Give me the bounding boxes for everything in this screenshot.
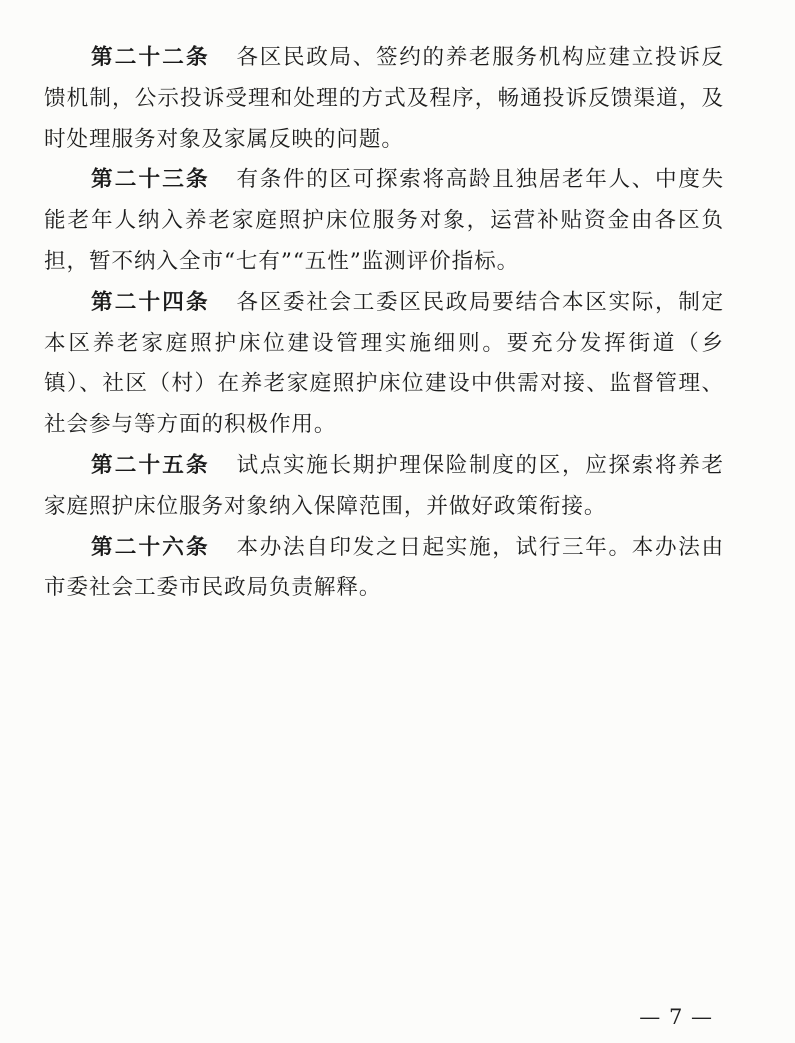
article-25 — [44, 446, 724, 528]
article-text: 本办法自印发之日起实施，试行三年。本办法由市委社会工委市民政局负责解释。 — [44, 534, 724, 601]
article-heading: 第二十四条 — [91, 289, 210, 315]
article-heading: 第二十二条 — [91, 45, 210, 70]
article-text: 有条件的区可探索将高龄且独居老年人、中度失能老年人纳入养老家庭照护床位服务对象，运营补贴资金由各区负担，暂不纳入全市“七有”“五性”监测评价指标。 — [44, 167, 724, 274]
article-heading: 第二十三条 — [91, 167, 210, 193]
article-22 — [44, 38, 724, 160]
article-heading: 第二十六条 — [91, 534, 210, 560]
article-heading: 第二十五条 — [91, 452, 210, 478]
article-text: 各区委社会工委区民政局要结合本区实际，制定本区养老家庭照护床位建设管理实施细则。要充分发挥街道（乡镇）、社区（村）在养老家庭照护床位建设中供需对接、监督管理、社会参与等方面的积极作用。 — [44, 289, 724, 438]
article-24 — [44, 283, 724, 446]
document-body — [44, 38, 724, 609]
article-23 — [44, 160, 724, 282]
article-26 — [44, 528, 724, 610]
article-text: 各区民政局、签约的养老服务机构应建立投诉反馈机制，公示投诉受理和处理的方式及程序，畅通投诉反馈渠道，及时处理服务对象及家属反映的问题。 — [44, 45, 724, 152]
page-number: — 7 — — [639, 1005, 713, 1029]
article-text: 试点实施长期护理保险制度的区，应探索将养老家庭照护床位服务对象纳入保障范围，并做好政策衔接。 — [44, 452, 724, 519]
